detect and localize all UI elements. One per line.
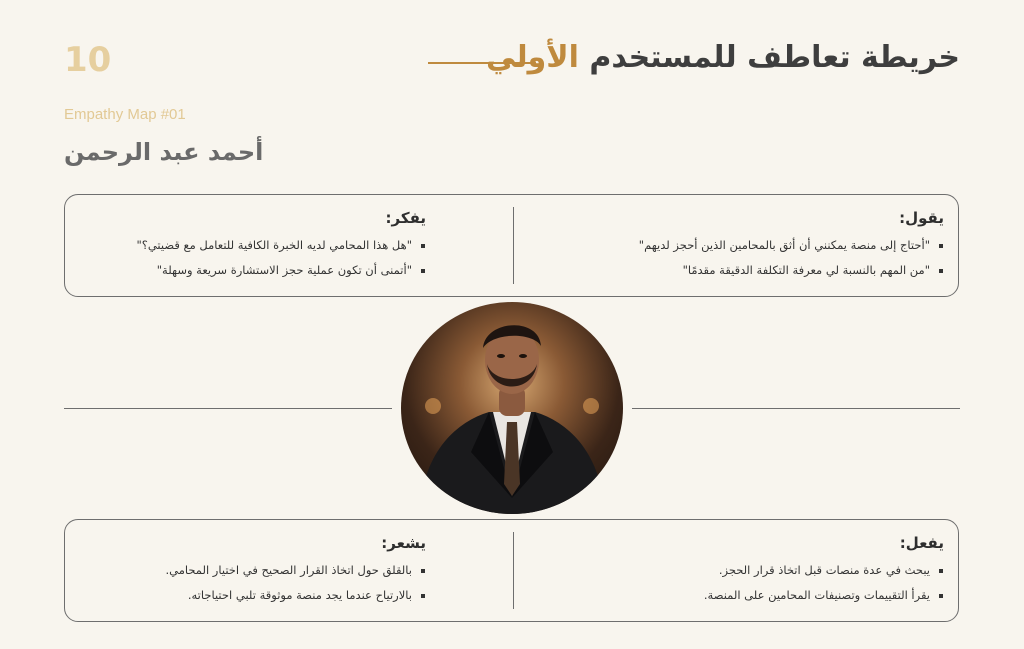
says-item: "من المهم بالنسبة لي معرفة التكلفة الدقيقة مقدمًا": [534, 258, 930, 283]
title-main: خريطة تعاطف للمستخدم: [589, 40, 960, 75]
does-heading: يفعل:: [899, 534, 944, 552]
bottom-quadrants-card: [64, 519, 959, 622]
slide-number: 10: [64, 40, 112, 80]
vertical-divider: [513, 207, 514, 284]
title-accent: الأولي: [486, 40, 579, 75]
horizontal-divider-right: [632, 408, 960, 409]
feels-list: [76, 558, 426, 608]
says-heading: يقول:: [899, 209, 944, 227]
thinks-quadrant: [76, 209, 426, 283]
says-item: "أحتاج إلى منصة يمكنني أن أثق بالمحامين الذين أحجز لديهم": [534, 233, 930, 258]
feels-item: بالقلق حول اتخاذ القرار الصحيح في اختيار المحامي.: [76, 558, 412, 583]
persona-avatar: [401, 302, 623, 514]
vertical-divider: [513, 532, 514, 609]
says-quadrant: [534, 209, 944, 283]
persona-name: أحمد عبد الرحمن: [64, 138, 264, 166]
does-item: يبحث في عدة منصات قبل اتخاذ قرار الحجز.: [534, 558, 930, 583]
feels-item: بالارتياح عندما يجد منصة موثوقة تلبي احتياجاته.: [76, 583, 412, 608]
thinks-item: "أتمنى أن تكون عملية حجز الاستشارة سريعة وسهلة": [76, 258, 412, 283]
feels-quadrant: [76, 534, 426, 608]
does-list: [534, 558, 944, 608]
thinks-item: "هل هذا المحامي لديه الخبرة الكافية للتعامل مع قضيتي؟": [76, 233, 412, 258]
says-list: [534, 233, 944, 283]
thinks-list: [76, 233, 426, 283]
does-item: يقرأ التقييمات وتصنيفات المحامين على المنصة.: [534, 583, 930, 608]
page-title: [486, 40, 960, 75]
man-in-suit-icon: [401, 302, 623, 514]
empathy-map-subtitle: Empathy Map #01: [64, 106, 186, 123]
feels-heading: يشعر:: [381, 534, 426, 552]
horizontal-divider-left: [64, 408, 392, 409]
top-quadrants-card: [64, 194, 959, 297]
thinks-heading: يفكر:: [385, 209, 426, 227]
does-quadrant: [534, 534, 944, 608]
